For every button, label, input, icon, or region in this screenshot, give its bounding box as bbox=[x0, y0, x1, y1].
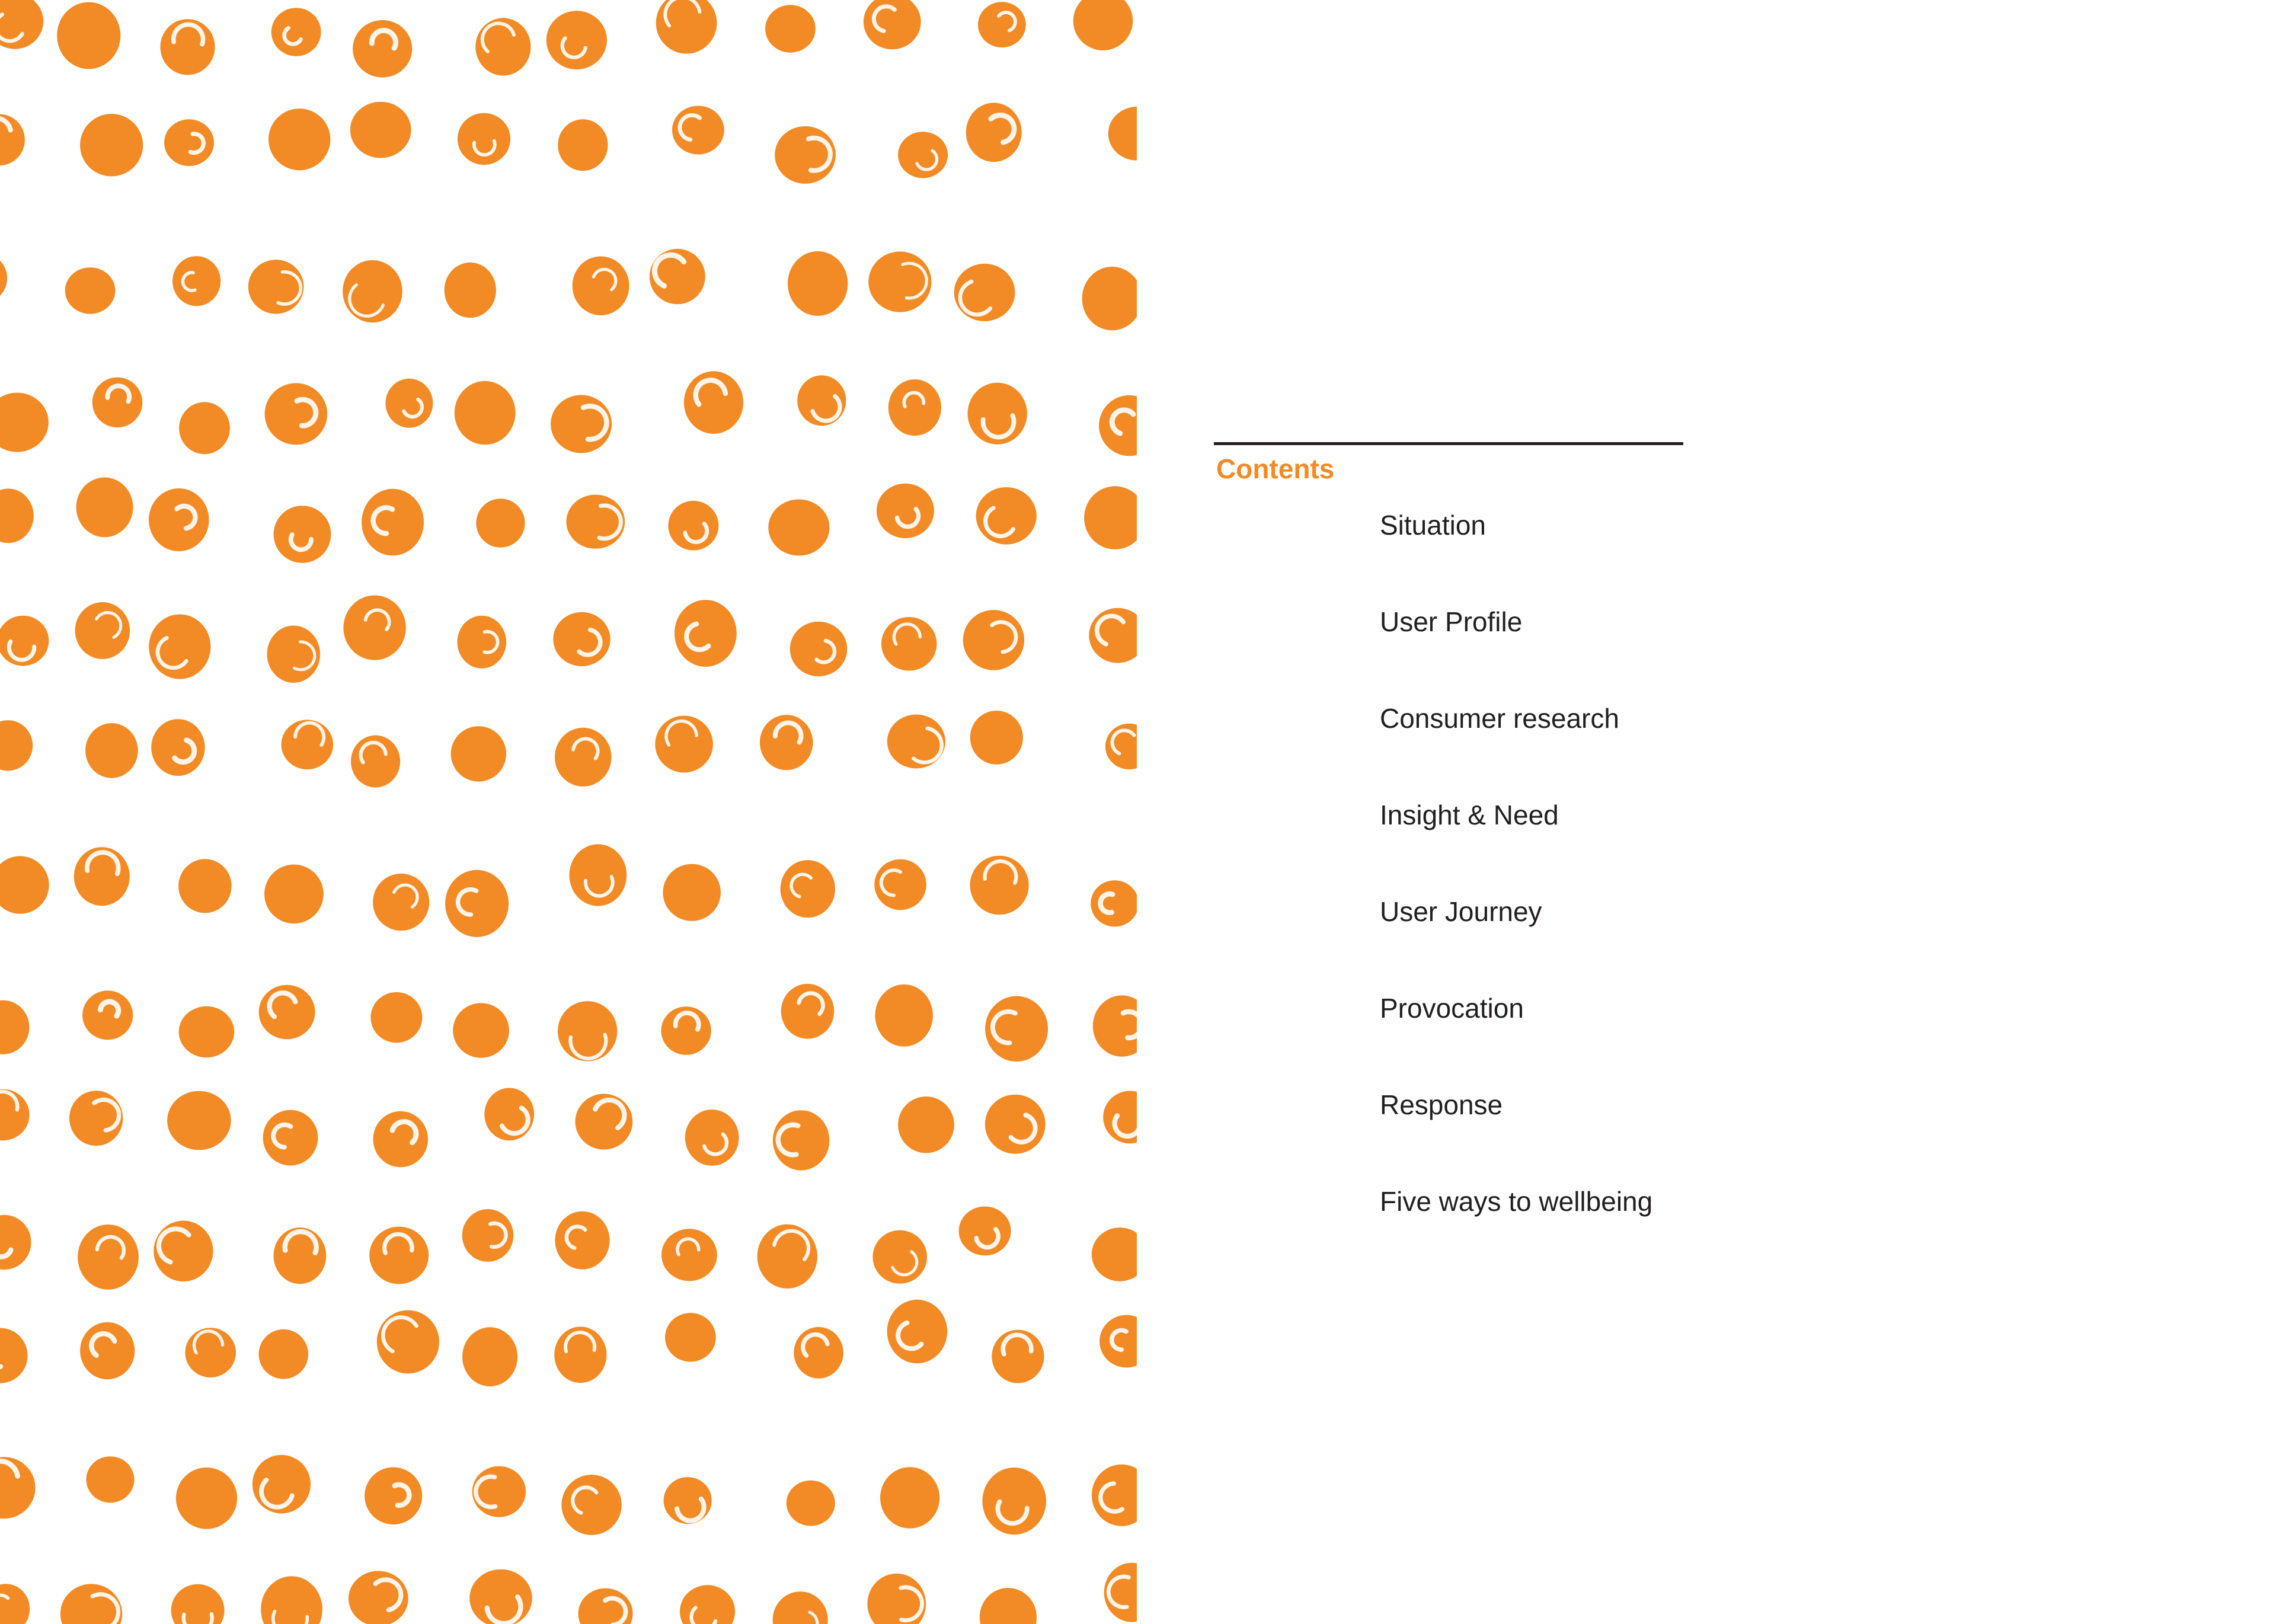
scribble-dot bbox=[970, 711, 1023, 765]
scribble-dot bbox=[1082, 267, 1137, 330]
scribble-dot bbox=[576, 1094, 633, 1150]
scribble-dot bbox=[0, 1000, 30, 1054]
toc-item-response[interactable]: Response bbox=[1380, 1089, 1503, 1120]
scribble-dot bbox=[263, 1110, 318, 1166]
scribble-dot bbox=[978, 2, 1026, 47]
scribble-dot bbox=[0, 616, 49, 666]
scribble-dot bbox=[765, 5, 816, 52]
scribble-dot bbox=[675, 600, 737, 667]
scribble-dot bbox=[898, 1096, 954, 1153]
scribble-dot bbox=[265, 383, 328, 445]
scribble-dot bbox=[980, 1588, 1037, 1624]
scribble-dot bbox=[992, 1330, 1044, 1383]
scribble-dot bbox=[781, 860, 835, 918]
scribble-dot bbox=[179, 402, 230, 454]
scribble-dot bbox=[672, 106, 724, 155]
scribble-dot bbox=[264, 865, 324, 924]
scribble-dot bbox=[768, 500, 829, 556]
scribble-dot bbox=[76, 478, 133, 538]
scribble-dot bbox=[551, 395, 612, 453]
scribble-dot bbox=[451, 726, 506, 781]
scribble-dot bbox=[954, 264, 1015, 321]
scribble-dot bbox=[87, 1456, 135, 1502]
scribble-dot bbox=[172, 256, 220, 306]
scribble-dot bbox=[1073, 0, 1133, 50]
scribble-dot bbox=[373, 1111, 429, 1167]
scribble-dot bbox=[271, 8, 321, 56]
scribble-dot bbox=[259, 1329, 309, 1379]
scribble-dot bbox=[373, 874, 429, 931]
scribble-dot bbox=[872, 1230, 927, 1284]
scribble-dot bbox=[757, 1225, 817, 1289]
scribble-dot bbox=[578, 1588, 633, 1624]
scribble-dot bbox=[546, 11, 607, 69]
scribble-dot bbox=[573, 257, 629, 315]
scribble-dot bbox=[1092, 1465, 1137, 1526]
scribble-dot bbox=[362, 489, 424, 556]
scribble-dot bbox=[966, 103, 1022, 162]
scribble-dot bbox=[888, 379, 941, 436]
orange-scribble-dots-icon bbox=[0, 0, 1137, 1624]
scribble-dot bbox=[69, 1091, 123, 1146]
scribble-dot bbox=[661, 1229, 717, 1281]
scribble-dot bbox=[985, 1095, 1046, 1154]
toc-list bbox=[1380, 509, 1652, 1281]
toc-item-insight-need[interactable]: Insight & Need bbox=[1380, 800, 1559, 830]
toc-item-situation[interactable]: Situation bbox=[1380, 510, 1487, 541]
scribble-dot bbox=[350, 102, 411, 158]
scribble-dot bbox=[663, 864, 721, 921]
scribble-dot bbox=[655, 716, 713, 773]
scribble-dot bbox=[0, 393, 49, 452]
scribble-dot bbox=[484, 1088, 534, 1141]
scribble-dot bbox=[377, 1310, 439, 1374]
scribble-dot bbox=[788, 251, 848, 316]
scribble-dot bbox=[797, 375, 846, 426]
scribble-dot bbox=[369, 1227, 429, 1284]
scribble-dot bbox=[558, 119, 608, 171]
scribble-dot bbox=[185, 1328, 236, 1377]
scribble-dot bbox=[680, 1585, 735, 1624]
scribble-dot bbox=[1089, 608, 1137, 663]
scribble-dot bbox=[267, 626, 321, 683]
scribble-dot bbox=[558, 1001, 617, 1061]
scribble-dot bbox=[365, 1468, 422, 1525]
scribble-dot bbox=[261, 1576, 322, 1624]
scribble-dot bbox=[566, 495, 625, 549]
scribble-dot bbox=[685, 1110, 739, 1166]
scribble-dot bbox=[370, 992, 422, 1043]
scribble-dot bbox=[351, 736, 400, 788]
scribble-dot bbox=[985, 996, 1048, 1062]
scribble-dot bbox=[462, 1327, 517, 1386]
scribble-dot bbox=[151, 719, 204, 776]
contents-section bbox=[1214, 442, 1683, 1217]
scribble-dot bbox=[0, 114, 25, 166]
scribble-dot bbox=[472, 1466, 526, 1517]
scribble-dot bbox=[476, 498, 525, 547]
scribble-dot bbox=[80, 1322, 135, 1379]
scribble-dot bbox=[887, 1300, 948, 1363]
scribble-dot bbox=[171, 1584, 225, 1624]
scribble-dot bbox=[668, 501, 718, 551]
scribble-dot bbox=[167, 1091, 231, 1150]
scribble-dot bbox=[60, 1584, 122, 1624]
scribble-dot bbox=[898, 132, 948, 178]
scribble-dot bbox=[1108, 107, 1137, 161]
scribble-dot bbox=[57, 2, 120, 69]
scribble-dot bbox=[80, 114, 143, 176]
scribble-dot bbox=[982, 1468, 1046, 1535]
scribble-dot bbox=[963, 610, 1024, 670]
scribble-dot bbox=[554, 1326, 606, 1383]
scribble-dot bbox=[1103, 1091, 1137, 1144]
scribble-dot bbox=[1092, 1227, 1137, 1281]
scribble-dot bbox=[455, 381, 516, 445]
scribble-dot bbox=[1099, 395, 1137, 456]
scribble-dot bbox=[887, 715, 945, 769]
scribble-dot bbox=[976, 487, 1037, 545]
scribble-dot bbox=[0, 254, 7, 303]
toc-item-user-profile[interactable]: User Profile bbox=[1380, 606, 1523, 637]
scribble-dot bbox=[160, 19, 215, 75]
scribble-dot bbox=[458, 113, 510, 165]
scribble-dot bbox=[881, 617, 937, 671]
toc-item-provocation[interactable]: Provocation bbox=[1380, 993, 1524, 1024]
scribble-dot bbox=[555, 728, 612, 787]
scribble-dot bbox=[1093, 995, 1137, 1056]
scribble-dot bbox=[570, 844, 627, 906]
scribble-dot bbox=[684, 371, 743, 434]
scribble-dot bbox=[268, 108, 330, 170]
toc-item-five-ways-to-wellbeing[interactable]: Five ways to wellbeing bbox=[1380, 1186, 1653, 1217]
scribble-dot bbox=[274, 506, 331, 563]
scribble-dot bbox=[154, 1221, 213, 1282]
scribble-dot bbox=[176, 1468, 237, 1529]
scribble-dot bbox=[665, 1313, 716, 1361]
scribble-dot bbox=[343, 596, 405, 660]
scribble-dot bbox=[385, 379, 433, 428]
scribble-dot bbox=[0, 856, 49, 913]
scribble-dot bbox=[787, 1481, 835, 1526]
scribble-dot bbox=[1104, 1563, 1137, 1622]
scribble-dot bbox=[85, 723, 138, 778]
scribble-dot bbox=[760, 715, 813, 770]
scribble-dot bbox=[462, 1209, 514, 1262]
scribble-dot bbox=[0, 0, 43, 49]
scribble-dot bbox=[968, 383, 1027, 445]
scribble-dot bbox=[0, 1328, 28, 1383]
scribble-dot bbox=[561, 1475, 621, 1535]
scribble-dot bbox=[178, 859, 232, 913]
scribble-dot bbox=[959, 1206, 1011, 1255]
scribble-dot bbox=[458, 616, 507, 669]
scribble-dot bbox=[74, 847, 130, 906]
scribble-dot bbox=[0, 1089, 30, 1141]
scribble-dot bbox=[0, 1584, 30, 1624]
scribble-dot bbox=[82, 990, 133, 1040]
scribble-dot bbox=[790, 622, 848, 676]
scribble-dot bbox=[349, 1571, 408, 1624]
contents-divider bbox=[1214, 442, 1683, 445]
scribble-dot bbox=[656, 0, 717, 54]
scribble-dot bbox=[1084, 486, 1137, 549]
scribble-dot bbox=[773, 1110, 830, 1170]
scribble-dot bbox=[781, 984, 835, 1039]
scribble-dot bbox=[553, 612, 610, 666]
scribble-dot bbox=[650, 249, 705, 304]
scribble-dot bbox=[445, 870, 509, 937]
scribble-dot bbox=[1091, 880, 1137, 926]
scribble-dot bbox=[149, 615, 210, 679]
scribble-dot bbox=[164, 119, 214, 166]
scribble-dot bbox=[445, 263, 496, 318]
scribble-dot bbox=[248, 260, 304, 314]
dot-pattern-panel bbox=[0, 0, 1137, 1624]
scribble-dot bbox=[353, 20, 412, 78]
scribble-dot bbox=[864, 0, 921, 49]
scribble-dot bbox=[149, 488, 209, 551]
scribble-dot bbox=[0, 1215, 31, 1270]
scribble-dot bbox=[1105, 724, 1137, 769]
scribble-dot bbox=[794, 1327, 843, 1379]
toc-item-user-journey[interactable]: User Journey bbox=[1380, 896, 1542, 927]
scribble-dot bbox=[555, 1211, 609, 1270]
scribble-dot bbox=[274, 1227, 327, 1284]
scribble-dot bbox=[282, 720, 334, 769]
scribble-dot bbox=[880, 1467, 939, 1529]
scribble-dot bbox=[469, 1569, 532, 1624]
scribble-dot bbox=[92, 378, 143, 428]
scribble-dot bbox=[343, 260, 402, 322]
scribble-dot bbox=[0, 1457, 36, 1518]
scribble-dot bbox=[453, 1003, 509, 1057]
scribble-dot bbox=[1099, 1315, 1137, 1368]
scribble-dot bbox=[773, 1591, 828, 1624]
scribble-dot bbox=[0, 488, 34, 543]
scribble-dot bbox=[65, 267, 116, 314]
scribble-dot bbox=[877, 484, 934, 538]
contents-heading: Contents bbox=[1216, 453, 1335, 484]
scribble-dot bbox=[179, 1006, 235, 1057]
scribble-dot bbox=[259, 985, 315, 1040]
scribble-dot bbox=[252, 1455, 311, 1514]
scribble-dot bbox=[875, 984, 933, 1047]
scribble-dot bbox=[475, 18, 530, 75]
scribble-dot bbox=[867, 1574, 926, 1624]
scribble-dot bbox=[78, 1225, 139, 1290]
scribble-dot bbox=[0, 720, 33, 771]
scribble-dot bbox=[661, 1006, 711, 1055]
scribble-dot bbox=[75, 602, 130, 659]
scribble-dot bbox=[868, 251, 931, 312]
scribble-dot bbox=[874, 859, 926, 910]
scribble-dot bbox=[970, 856, 1029, 915]
scribble-dot bbox=[664, 1477, 712, 1524]
scribble-dot bbox=[775, 126, 836, 184]
toc-item-consumer-research[interactable]: Consumer research bbox=[1380, 703, 1619, 734]
